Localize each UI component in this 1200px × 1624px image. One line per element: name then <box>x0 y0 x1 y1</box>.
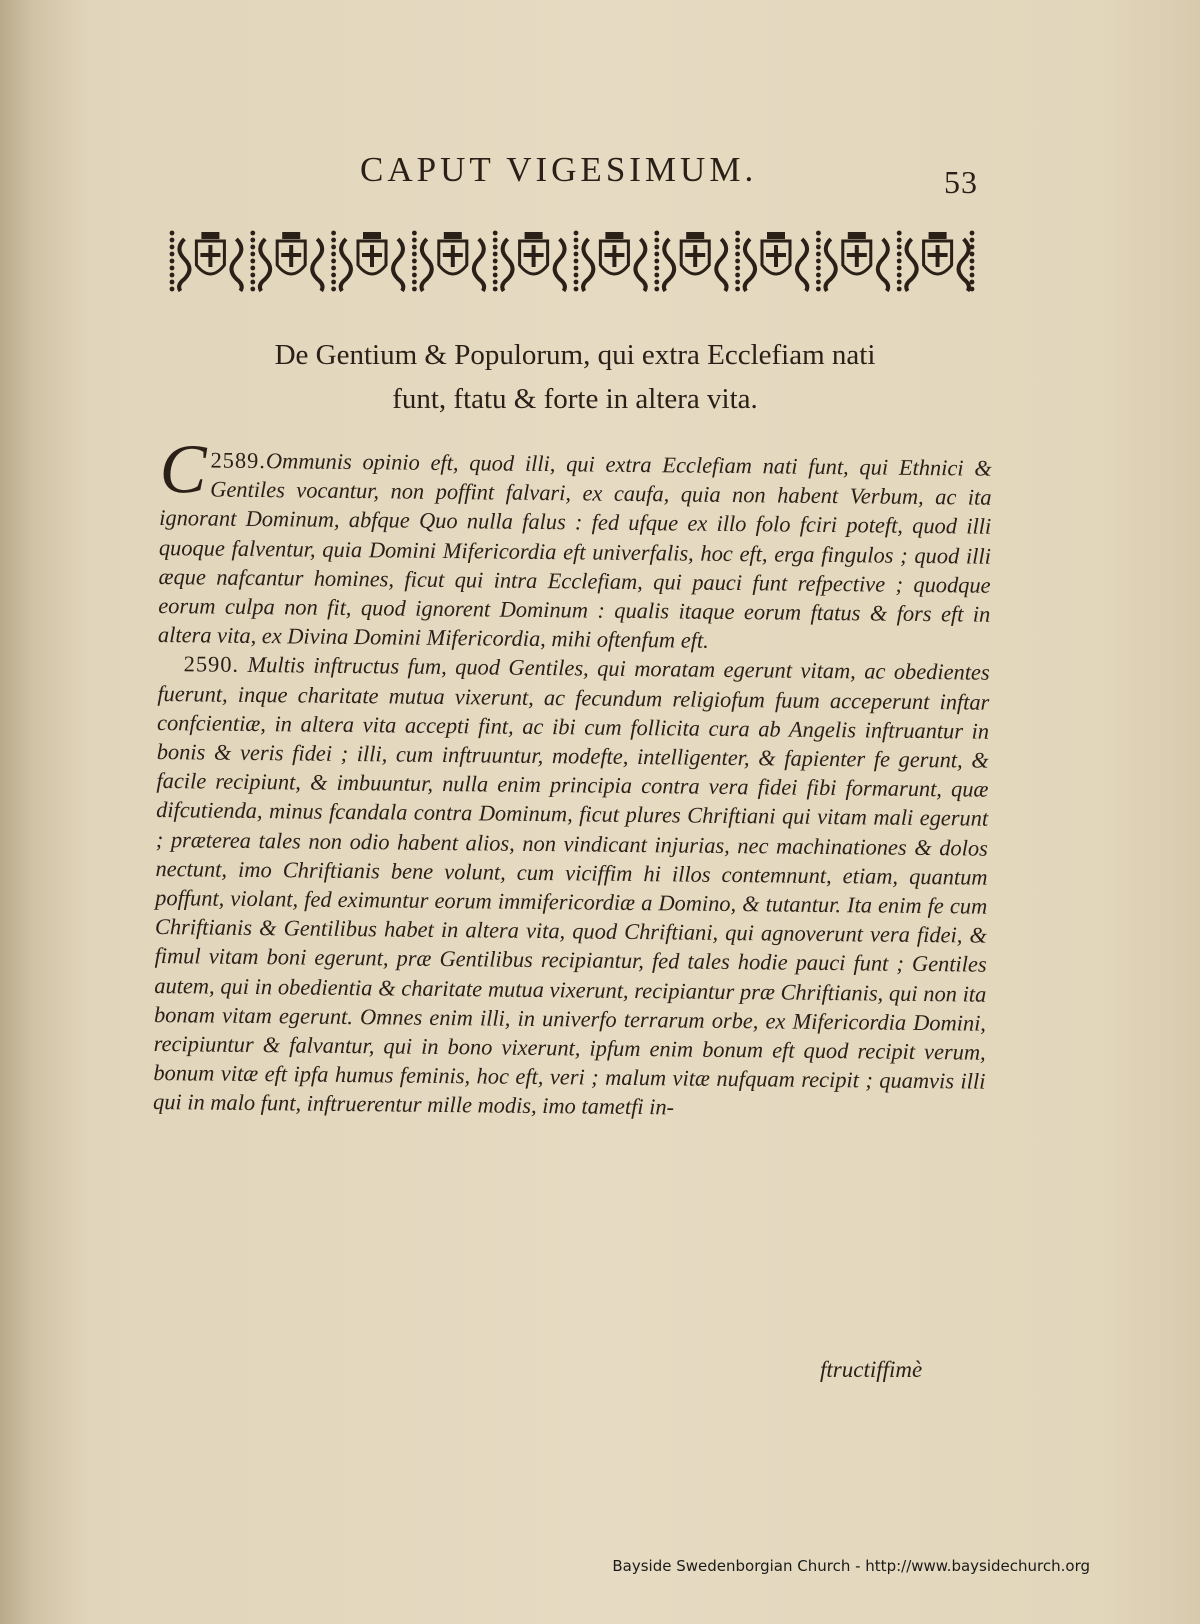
ornament-dot <box>897 245 902 250</box>
ornament-scroll <box>825 239 835 291</box>
ornament-dot <box>574 238 579 243</box>
ornament-dot <box>574 231 579 236</box>
ornament-dot <box>250 273 255 278</box>
ornament-crown <box>282 232 300 239</box>
ornament-dot <box>816 273 821 278</box>
ornament-dot <box>816 266 821 271</box>
ornament-dot <box>816 259 821 264</box>
paragraph-2590 <box>153 649 990 1125</box>
ornament-dot <box>735 231 740 236</box>
ornament-dot <box>493 273 498 278</box>
ornament-dot <box>412 259 417 264</box>
ornament-dot <box>735 273 740 278</box>
ornament-dot <box>735 252 740 257</box>
ornament-crown <box>605 232 623 239</box>
ornament-dot <box>412 231 417 236</box>
section-heading <box>160 333 990 421</box>
ornament-dot <box>574 273 579 278</box>
ornament-dot <box>170 238 175 243</box>
ornament-dot <box>574 287 579 292</box>
ornament-cross <box>200 253 220 257</box>
page-number: 53 <box>944 164 978 200</box>
ornament-dot <box>897 231 902 236</box>
ornament-dot <box>970 259 975 264</box>
ornament-dot <box>250 287 255 292</box>
ornament-dot <box>250 231 255 236</box>
ornament-dot <box>816 245 821 250</box>
ornament-dot <box>170 287 175 292</box>
ornament-dot <box>412 287 417 292</box>
ornament-dot <box>735 287 740 292</box>
ornament-scroll <box>797 239 807 291</box>
ornament-dot <box>970 287 975 292</box>
ornament-dot <box>654 231 659 236</box>
ornament-dot <box>970 245 975 250</box>
ornament-scroll <box>716 239 726 291</box>
ornament-dot <box>250 259 255 264</box>
ornament-dot <box>493 259 498 264</box>
ornament-dot <box>493 252 498 257</box>
ornament-dot <box>816 231 821 236</box>
ornament-dot <box>574 259 579 264</box>
ornament-cross <box>604 253 624 257</box>
ornament-dot <box>654 252 659 257</box>
ornament-dot <box>735 259 740 264</box>
ornament-scroll <box>635 239 645 291</box>
ornament-dot <box>574 252 579 257</box>
credit-footer: Bayside Swedenborgian Church - http://www.baysidechurch.org <box>612 1557 1090 1575</box>
ornament-dot <box>170 266 175 271</box>
ornament-scroll <box>260 239 270 291</box>
paragraph-text: Multis inftructus fum, quod Gentiles, qui moratam egerunt vitam, ac obedientes fuerunt, inque charitate mutua vixerunt, ac fecundum religiofum fuum acceperunt inftar confcientiæ, in altera vita accepti fint, ac ibi cum follicita cura ab Angelis inftruantur in bonis & veris fidei ; illi, cum inftruuntur, modefte, intelligenter, & fapienter fe gerunt, & facile recipiunt, & imbuuntur, nulla enim principia contra vera fidei fibi formarunt, quæ difcutienda, minus fcandala contra Dominum, ficut plures Chriftiani qui vitam mali egerunt ; præterea tales non odio habent alios, non vindicant injurias, nec machinationes & dolos nectunt, imo Chriftianis bene volunt, cum viciffim hi illos contemnunt, etiam, quantum poffunt, violant, fed eximuntur eorum immifericordiæ a Domino, & tutantur. Ita enim fe cum Chriftianis & Gentilibus habet in altera vita, quod Chriftiani, qui agnoverunt vera fidei, & fimul vitam boni egerunt, præ Gentilibus recipiantur, fed tales hodie pauci funt ; Gentiles autem, qui in obedientia & charitate mutua vixerunt, recipiantur præ Chriftianis, qui non ita bonam vitam egerunt. Omnes enim illi, in univerfo terrarum orbe, ex Mifericordia Domini, recipiuntur & falvantur, qui in bono vixerunt, ipfum enim bonum eft quod recipit verum, bonum vitæ eft ipfa humus feminis, hoc eft, veri ; malum vitæ nufquam recipit ; quamvis illi qui in malo funt, inftruerentur mille modis, imo tametfi in- <box>152 652 990 1120</box>
ornament-dot <box>970 280 975 285</box>
ornament-dot <box>331 287 336 292</box>
ornament-scroll <box>502 239 512 291</box>
ornament-scroll <box>231 239 241 291</box>
ornament-scroll <box>959 239 969 291</box>
ornament-dot <box>897 266 902 271</box>
ornament-dot <box>574 280 579 285</box>
ornament-dot <box>250 280 255 285</box>
ornament-crown <box>525 232 543 239</box>
ornament-dot <box>735 238 740 243</box>
ornament-dot <box>170 231 175 236</box>
ornament-dot <box>493 245 498 250</box>
ornament-dot <box>897 287 902 292</box>
ornament-scroll <box>474 239 484 291</box>
ornament-dot <box>412 280 417 285</box>
ornament-dot <box>331 238 336 243</box>
ornament-dot <box>897 252 902 257</box>
drop-cap: C <box>159 431 207 509</box>
ornament-dot <box>250 266 255 271</box>
ornament-dot <box>250 252 255 257</box>
ornament-dot <box>654 280 659 285</box>
ornament-dot <box>735 245 740 250</box>
ornament-dot <box>331 266 336 271</box>
ornament-dot <box>897 273 902 278</box>
ornament-dot <box>654 259 659 264</box>
ornament-crown <box>929 232 947 239</box>
ornament-dot <box>816 280 821 285</box>
ornament-dot <box>816 238 821 243</box>
ornament-dot <box>574 266 579 271</box>
ornament-dot <box>412 245 417 250</box>
ornament-scroll <box>393 239 403 291</box>
ornament-dot <box>970 273 975 278</box>
ornament-cross <box>685 253 705 257</box>
ornament-crown <box>444 232 462 239</box>
paragraph-2589 <box>157 431 992 658</box>
ornament-scroll <box>312 239 322 291</box>
ornament-dot <box>331 259 336 264</box>
ornament-dot <box>331 245 336 250</box>
ornament-dot <box>654 287 659 292</box>
body-text <box>152 431 992 1125</box>
ornament-dot <box>970 252 975 257</box>
ornament-dot <box>331 252 336 257</box>
ornament-dot <box>170 280 175 285</box>
ornament-cross <box>281 253 301 257</box>
ornament-cross <box>928 253 948 257</box>
ornament-dot <box>412 252 417 257</box>
ornament-dot <box>654 245 659 250</box>
ornament-scroll <box>341 239 351 291</box>
ornament-dot <box>170 245 175 250</box>
ornament-dot <box>816 252 821 257</box>
ornament-crown <box>848 232 866 239</box>
paragraph-text: Ommunis opinio eft, quod illi, qui extra Ecclefiam nati funt, qui Ethnici & Gentiles vocantur, non poffint falvari, ex caufa, quia non habent Verbum, ac ita ignorant Dominum, abfque Quo nulla falus : fed ufque ex illo folo fciri poteft, quod illi quoque falventur, quia Domini Mifericordia eft univerfalis, hoc eft, erga fingulos ; quod illi æque nafcantur homines, ficut qui intra Ecclefiam, qui pauci funt refpective ; quodque eorum culpa non fit, quod ignorent Dominum : qualis itaque eorum ftatus & fors eft in altera vita, ex Divina Domini Mifericordia, mihi oftenfum eft. <box>157 448 992 653</box>
paragraph-number: 2590. <box>183 651 240 678</box>
ornament-crown <box>201 232 219 239</box>
ornament-dot <box>654 273 659 278</box>
ornament-scroll <box>664 239 674 291</box>
ornament-cross <box>362 253 382 257</box>
ornament-dot <box>331 273 336 278</box>
heading-line-2: funt, ftatu & forte in altera vita. <box>392 383 758 415</box>
ornament-dot <box>331 231 336 236</box>
ornament-dot <box>970 266 975 271</box>
ornament-scroll <box>421 239 431 291</box>
ornament-dot <box>493 287 498 292</box>
ornament-scroll <box>583 239 593 291</box>
ornament-scroll <box>745 239 755 291</box>
ornament-dot <box>654 238 659 243</box>
ornament-dot <box>250 245 255 250</box>
ornament-dot <box>493 231 498 236</box>
paragraph-number: 2589. <box>210 447 267 474</box>
ornament-dot <box>170 259 175 264</box>
ornament-dot <box>250 238 255 243</box>
ornament-dot <box>897 259 902 264</box>
ornament-crown <box>767 232 785 239</box>
ornament-dot <box>493 266 498 271</box>
ornament-cross <box>766 253 786 257</box>
ornament-dot <box>170 273 175 278</box>
ornament-dot <box>735 266 740 271</box>
ornament-scroll <box>179 239 189 291</box>
ornament-crown <box>363 232 381 239</box>
ornament-dot <box>654 266 659 271</box>
ornament-dot <box>170 252 175 257</box>
ornament-dot <box>412 266 417 271</box>
ornament-dot <box>897 238 902 243</box>
ornament-scroll <box>555 239 565 291</box>
ornament-dot <box>331 280 336 285</box>
chapter-title: CAPUT VIGESIMUM. <box>360 150 758 189</box>
ornament-dot <box>735 280 740 285</box>
ornament-dot <box>574 245 579 250</box>
ornament-dot <box>897 280 902 285</box>
running-head <box>0 150 1200 200</box>
ornament-dot <box>493 238 498 243</box>
ornament-cross <box>524 253 544 257</box>
ornament-dot <box>970 238 975 243</box>
ornament-scroll <box>906 239 916 291</box>
ornament-dot <box>412 238 417 243</box>
ornament-crown <box>686 232 704 239</box>
ornament-cross <box>847 253 867 257</box>
ornament-dot <box>970 231 975 236</box>
ornament-dot <box>412 273 417 278</box>
ornament-dot <box>816 287 821 292</box>
ornament-scroll <box>878 239 888 291</box>
catchword: ftructiffimè <box>820 1357 923 1382</box>
ornament-cross <box>443 253 463 257</box>
heading-line-1: De Gentium & Populorum, qui extra Ecclefiam nati <box>274 339 876 371</box>
ornament-dot <box>493 280 498 285</box>
decorative-headpiece-band <box>168 227 976 293</box>
